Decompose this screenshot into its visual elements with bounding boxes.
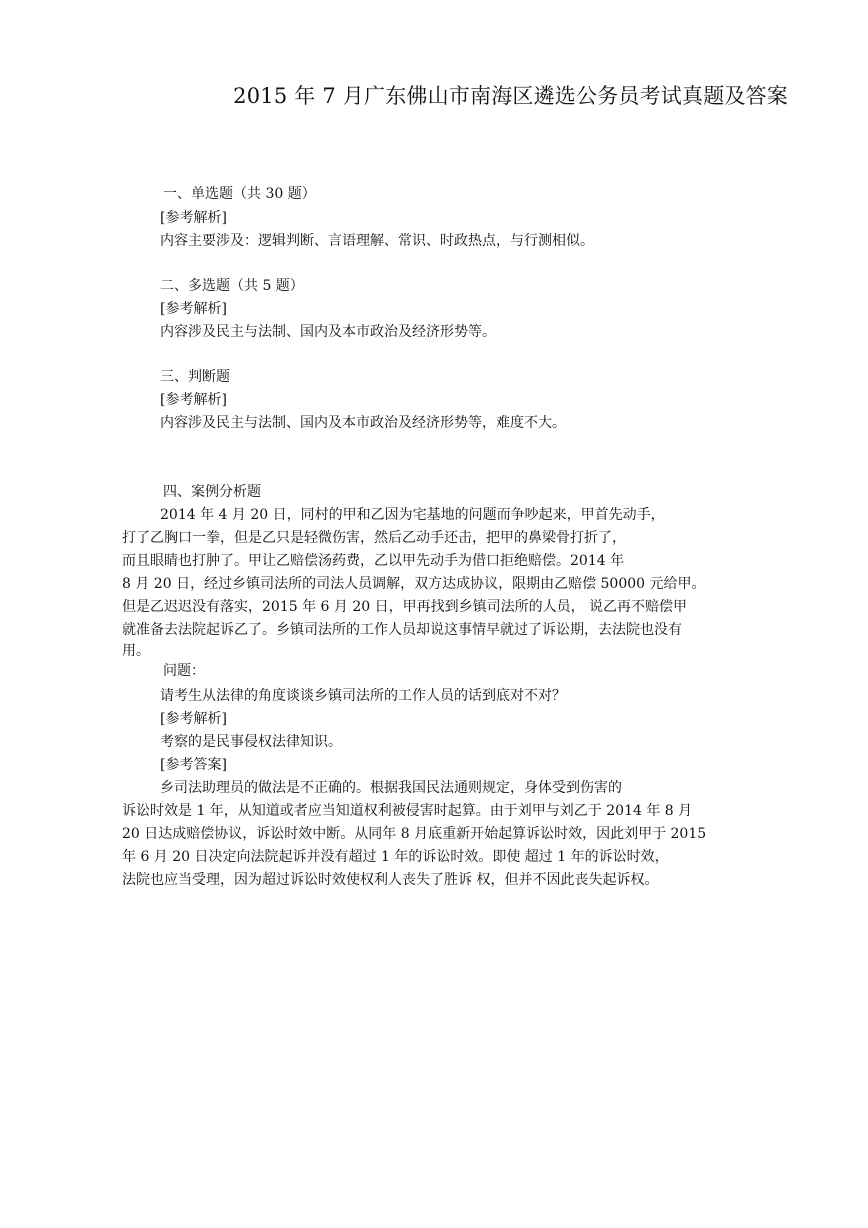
case-text-line: 用。 — [122, 643, 150, 659]
section2-analysis-text: 内容涉及民主与法制、国内及本市政治及经济形势等。 — [160, 324, 496, 340]
case-text-line: 而且眼睛也打肿了。甲让乙赔偿汤药费，乙以甲先动手为借口拒绝赔偿。2014 年 — [122, 553, 625, 569]
document-title: 2015 年 7 月广东佛山市南海区遴选公务员考试真题及答案 — [233, 84, 788, 108]
answer-text-line: 诉讼时效是 1 年，从知道或者应当知道权利被侵害时起算。由于刘甲与刘乙于 2014 年 8 月 — [122, 803, 693, 819]
section-heading-multi-choice: 二、多选题（共 5 题） — [160, 278, 304, 294]
case-text-line: 2014 年 4 月 20 日，同村的甲和乙因为宅基地的问题而争吵起来，甲首先动手， — [160, 507, 665, 523]
section-heading-case-analysis: 四、案例分析题 — [163, 484, 261, 500]
reference-analysis-label: [参考解析] — [160, 392, 227, 408]
reference-analysis-label: [参考解析] — [160, 210, 227, 226]
section3-analysis-text: 内容涉及民主与法制、国内及本市政治及经济形势等，难度不大。 — [160, 415, 566, 431]
case-text-line: 8 月 20 日，经过乡镇司法所的司法人员调解，双方达成协议，限期由乙赔偿 50000 元给甲。 — [122, 576, 706, 592]
answer-text-line: 乡司法助理员的做法是不正确的。根据我国民法通则规定，身体受到伤害的 — [160, 780, 622, 796]
case-text-line: 打了乙胸口一拳，但是乙只是轻微伤害，然后乙动手还击，把甲的鼻梁骨打折了， — [122, 530, 626, 546]
answer-text-line: 20 日达成赔偿协议，诉讼时效中断。从同年 8 月底重新开始起算诉讼时效，因此刘甲于 2015 — [122, 826, 707, 842]
reference-answer-label: [参考答案] — [160, 757, 227, 773]
section-heading-single-choice: 一、单选题（共 30 题） — [163, 186, 316, 202]
reference-analysis-label: [参考解析] — [160, 711, 227, 727]
question-text: 请考生从法律的角度谈谈乡镇司法所的工作人员的话到底对不对？ — [160, 688, 566, 704]
section-heading-true-false: 三、判断题 — [160, 369, 230, 385]
reference-analysis-label: [参考解析] — [160, 301, 227, 317]
case-text-line: 但是乙迟迟没有落实，2015 年 6 月 20 日，甲再找到乡镇司法所的人员， 说乙再不赔偿甲 — [122, 599, 688, 615]
reference-analysis-text: 考察的是民事侵权法律知识。 — [160, 734, 342, 750]
answer-text-line: 法院也应当受理，因为超过诉讼时效使权利人丧失了胜诉 权，但并不因此丧失起诉权。 — [122, 872, 659, 888]
answer-text-line: 年 6 月 20 日决定向法院起诉并没有超过 1 年的诉讼时效。即使 超过 1 年的诉讼时效， — [122, 849, 669, 865]
section1-analysis-text: 内容主要涉及：逻辑判断、言语理解、常识、时政热点，与行测相似。 — [160, 233, 594, 249]
question-label: 问题： — [163, 663, 205, 679]
case-text-line: 就准备去法院起诉乙了。乡镇司法所的工作人员却说这事情早就过了诉讼期，去法院也没有 — [122, 622, 682, 638]
